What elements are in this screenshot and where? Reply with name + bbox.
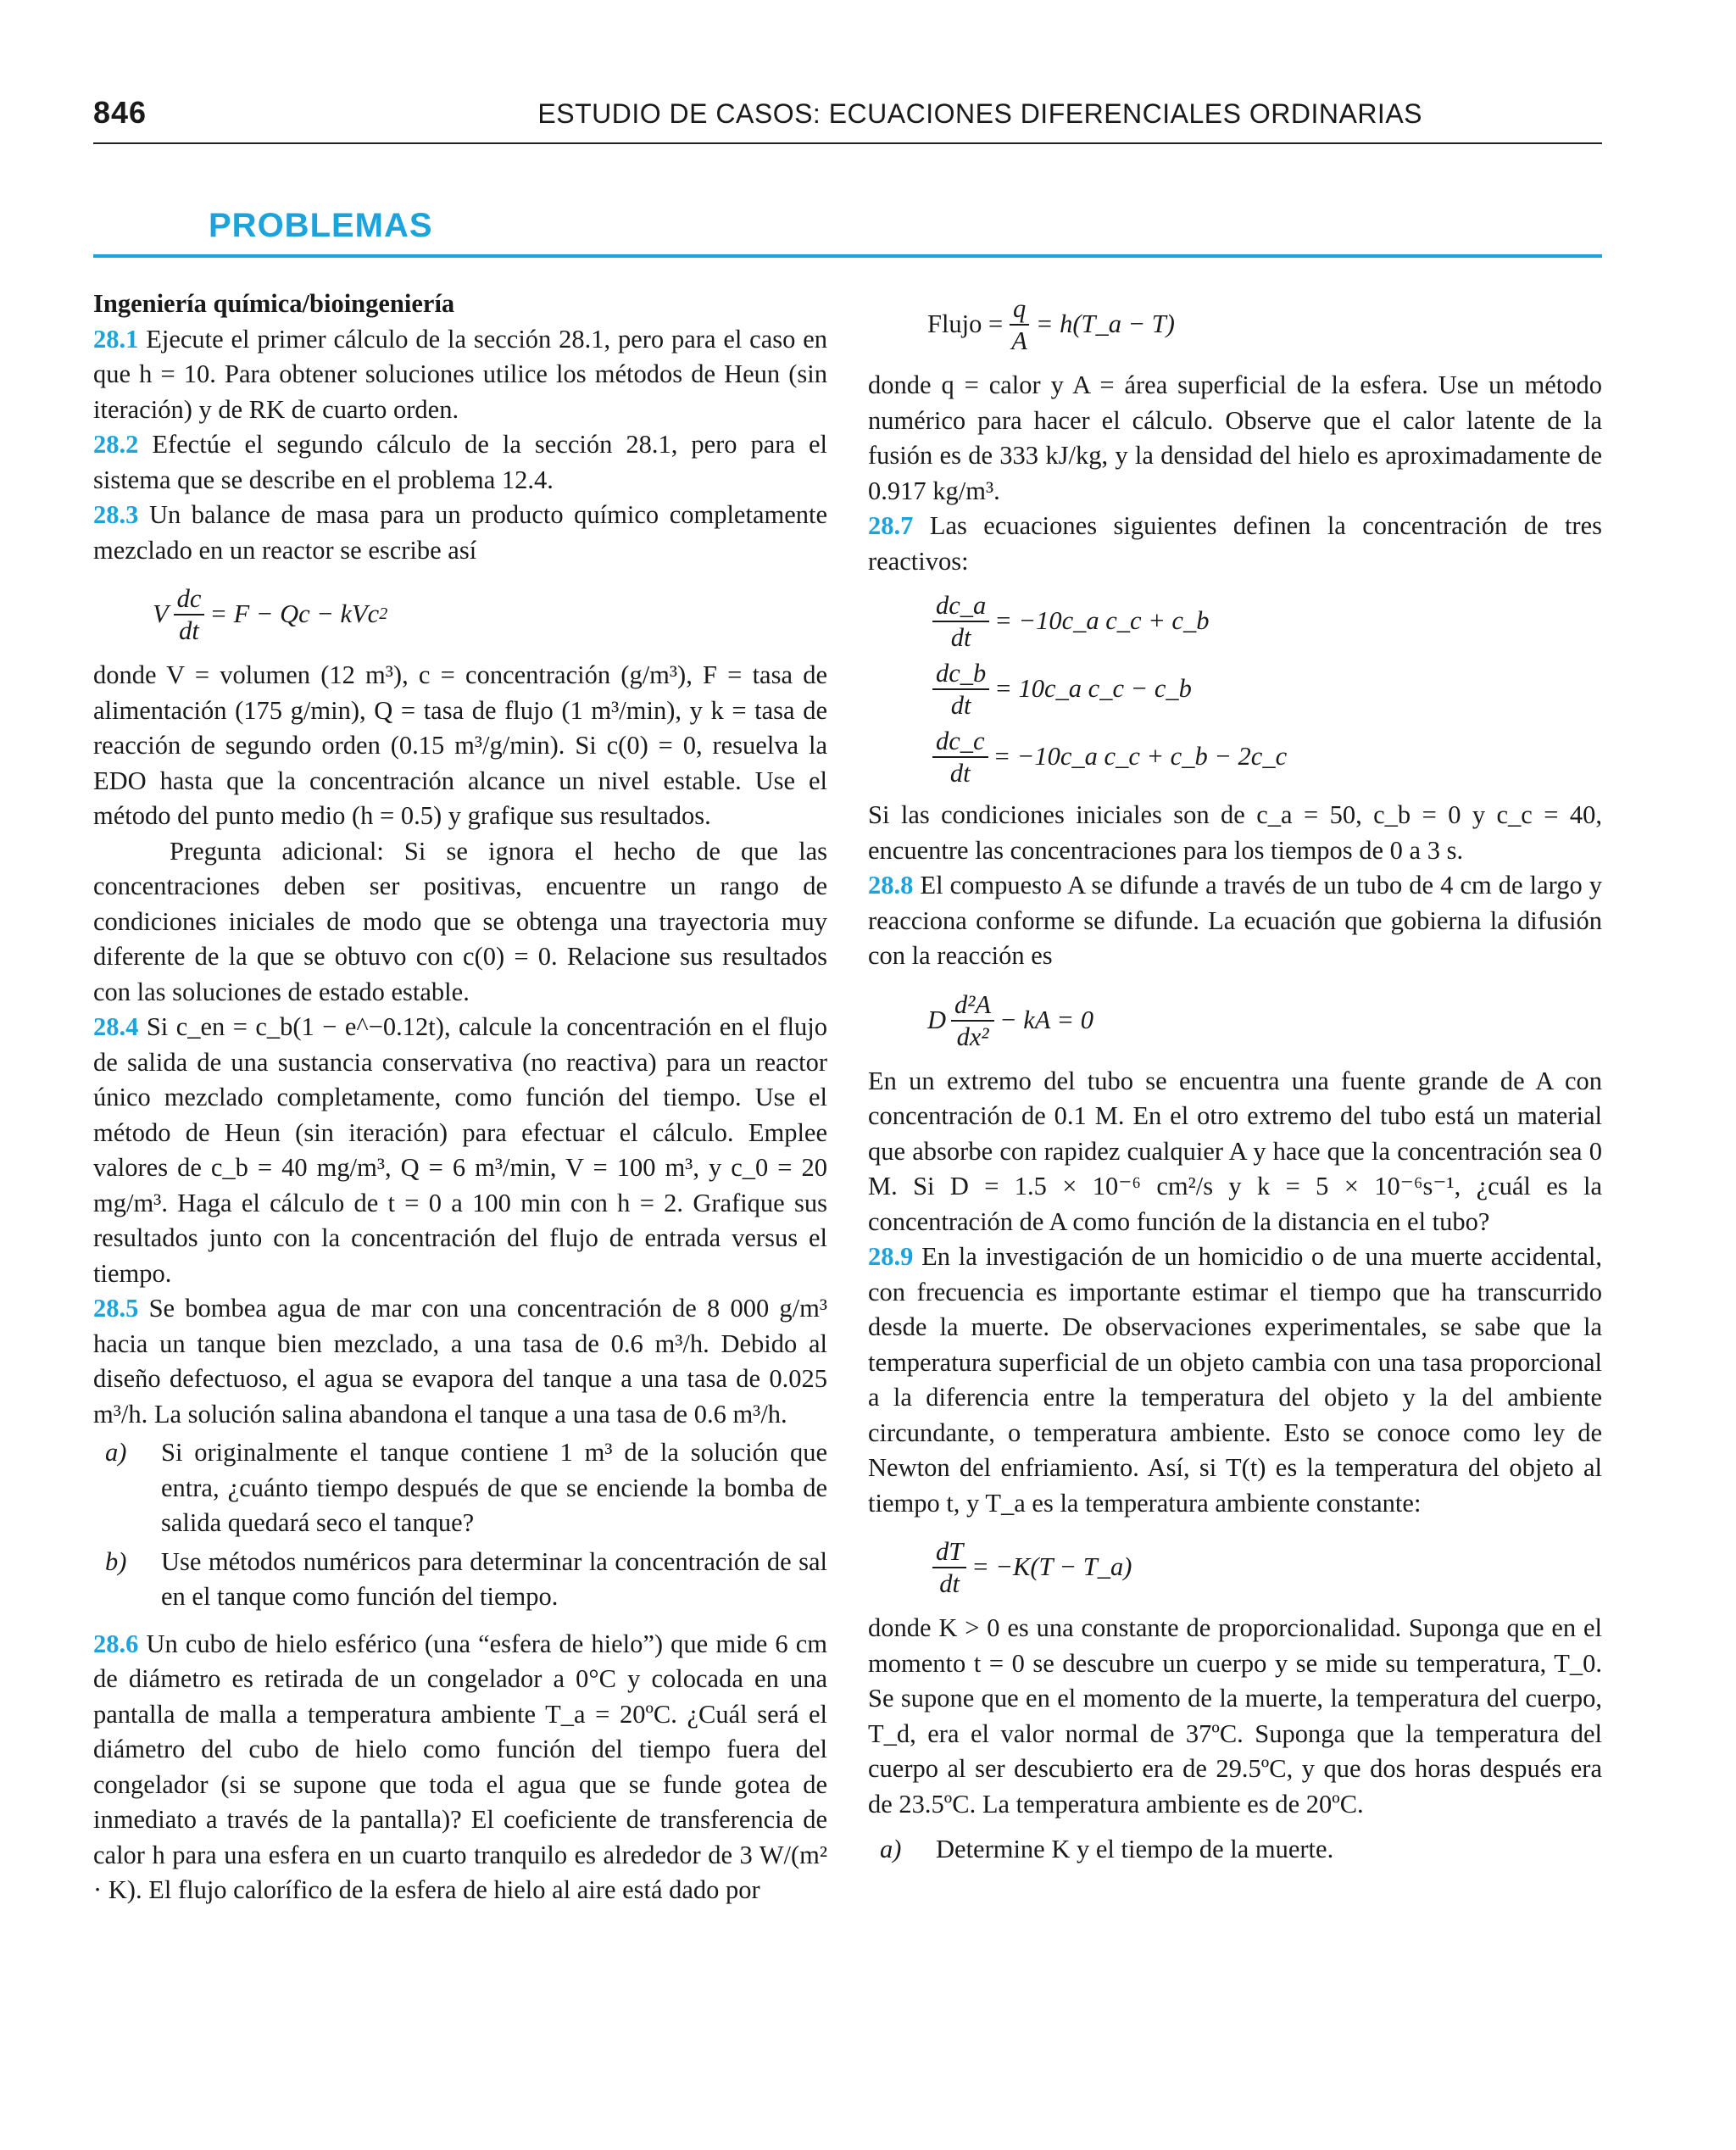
- problem-text: Se bombea agua de mar con una concentración de 8 000 g/m³ hacia un tanque bien mezclado, a una tasa de 0.6 m³/h. Debido al diseño defectuoso, el agua se evapora del tanque a una tasa de 0.025 m³/h. La solución salina abandona el tanque a una tasa de 0.6 m³/h.: [93, 1294, 828, 1429]
- fraction-numerator: d²A: [951, 989, 994, 1022]
- item-label: a): [880, 1835, 902, 1863]
- equation-fraction: [932, 1536, 966, 1599]
- problem-text: Si c_en = c_b(1 − e^−0.12t), calcule la concentración en el flujo de salida de una sustancia conservativa (no reactiva) para un reactor único mezclado completamente, como función del tiempo. Use el método de Heun (sin iteración) para efectuar el cálculo. Emplee valores de c_b = 40 mg/m³, Q = 6 m³/min, V = 100 m³, y c_0 = 20 mg/m³. Haga el cálculo de t = 0 a 100 min con h = 2. Grafique sus resultados junto con la concentración del flujo de entrada versus el tiempo.: [93, 1012, 828, 1288]
- problem-number: 28.6: [93, 1629, 139, 1658]
- left-column: [93, 287, 827, 1908]
- problem-number: 28.5: [93, 1294, 139, 1323]
- section-header: [93, 203, 1602, 258]
- problem-28-9-a: [868, 1832, 1602, 1868]
- equation-fraction: [932, 726, 988, 788]
- spacer: [93, 1615, 827, 1627]
- fraction-denominator: A: [1011, 326, 1027, 355]
- problem-28-4: [93, 1010, 827, 1291]
- equation-term: = −K(T − T_a): [971, 1552, 1132, 1582]
- page-number: 846: [93, 95, 147, 130]
- problem-number: 28.2: [93, 430, 139, 459]
- fraction-denominator: dt: [179, 616, 199, 645]
- equation-fraction: [174, 583, 205, 646]
- equation-fraction: [932, 590, 989, 653]
- problem-number: 28.3: [93, 500, 139, 529]
- fraction-denominator: dt: [939, 1569, 960, 1598]
- equation-term: = h(T_a − T): [1035, 309, 1175, 339]
- problem-28-3: [93, 498, 827, 568]
- equation-term: = −10c_a c_c + c_b: [994, 606, 1210, 636]
- item-text: Use métodos numéricos para determinar la concentración de sal en el tanque como función del tiempo.: [161, 1546, 827, 1611]
- equation-28-7-a: [927, 588, 1602, 655]
- equation-term: = −10c_a c_c + c_b − 2c_c: [993, 742, 1288, 771]
- problem-number: 28.7: [868, 511, 914, 540]
- fraction-denominator: dt: [950, 623, 971, 652]
- problem-28-3-bonus: Pregunta adicional: Si se ignora el hecho de que las concentraciones deben ser positivas, encuentre un rango de condiciones iniciales de modo que se obtenga una trayectoria muy diferente de la que se obtuvo con c(0) = 0. Relacione sus resultados con las soluciones de estado estable.: [93, 836, 827, 1006]
- fraction-numerator: dc_c: [932, 726, 988, 758]
- problem-text: Las ecuaciones siguientes definen la concentración de tres reactivos:: [868, 511, 1602, 576]
- fraction-numerator: q: [1010, 293, 1029, 326]
- problem-28-5-b: [93, 1545, 827, 1615]
- problem-text: Un cubo de hielo esférico (una “esfera de hielo”) que mide 6 cm de diámetro es retirada de un congelador a 0°C y colocada en una pantalla de malla a temperatura ambiente T_a = 20ºC. ¿Cuál será el diámetro del cubo de hielo como función del tiempo fuera del congelador (si se supone que toda el agua que se funde gotea de inmediato a través de la pantalla)? El coeficiente de transferencia de calor h para una esfera en un cuarto tranquilo es alrededor de 3 W/(m² · K). El flujo calorífico de la esfera de hielo al aire está dado por: [93, 1629, 828, 1904]
- equation-term: = 10c_a c_c − c_b: [994, 674, 1192, 704]
- problem-28-9-text: donde K > 0 es una constante de proporcionalidad. Suponga que en el momento t = 0 se descubre un cuerpo y se mide su temperatura, T_0. Se supone que en el momento de la muerte, la temperatura del cuerpo, T_d, era el valor normal de 37ºC. Suponga que la temperatura del cuerpo al ser descubierto era de 29.5ºC, y que dos horas después era de 23.5ºC. La temperatura ambiente es de 20ºC.: [868, 1613, 1602, 1819]
- equation-28-8: [927, 983, 1602, 1059]
- problem-28-1: [93, 322, 827, 428]
- problem-28-6-text: donde q = calor y A = área superficial de la esfera. Use un método numérico para hacer el cálculo. Observe que el calor latente de la fusión es de 333 kJ/kg, y la densidad del hielo es aproximadamente de 0.917 kg/m³.: [868, 370, 1602, 505]
- fraction-denominator: dt: [950, 691, 971, 720]
- problem-text: Un balance de masa para un producto químico completamente mezclado en un reactor se escribe así: [93, 500, 828, 565]
- problem-28-6: [93, 1627, 827, 1908]
- equation-term: V: [153, 599, 169, 629]
- equation-fraction: [932, 658, 989, 721]
- problem-number: 28.8: [868, 871, 914, 900]
- problem-text: Efectúe el segundo cálculo de la sección 28.1, pero para el sistema que se describe en el problema 12.4.: [93, 430, 827, 494]
- page-header: [93, 95, 1602, 144]
- problem-28-9: [868, 1239, 1602, 1521]
- item-label: a): [105, 1438, 127, 1467]
- equation-term: = F − Qc − kVc: [209, 599, 380, 629]
- equation-28-7-b: [927, 655, 1602, 723]
- equation-fraction: [951, 989, 994, 1052]
- equation-term: Flujo =: [927, 309, 1004, 339]
- equation-term: D: [927, 1005, 947, 1034]
- problem-28-5: [93, 1291, 827, 1432]
- problem-28-3-text: donde V = volumen (12 m³), c = concentración (g/m³), F = tasa de alimentación (175 g/min), Q = tasa de flujo (1 m³/min), y k = tasa de reacción de segundo orden (0.15 m³/g/min). Si c(0) = 0, resuelva la EDO hasta que la concentración alcance un nivel estable. Use el método del punto medio (h = 0.5) y grafique sus resultados.: [93, 660, 827, 830]
- equation-28-6: [927, 287, 1602, 363]
- problem-text: En la investigación de un homicidio o de una muerte accidental, con frecuencia es importante estimar el tiempo que ha transcurrido desde la muerte. De observaciones experimentales, se sabe que la temperatura superficial de un objeto cambia con una tasa proporcional a la diferencia entre la temperatura del objeto y la del ambiente circundante, o temperatura ambiente. Esto se conoce como ley de Newton del enfriamiento. Así, si T(t) es la temperatura del objeto al tiempo t, y T_a es la temperatura ambiente constante:: [868, 1242, 1603, 1518]
- fraction-numerator: dc_b: [932, 658, 989, 690]
- equation-28-9: [927, 1529, 1602, 1606]
- subsection-heading: Ingeniería química/bioingeniería: [93, 289, 455, 318]
- problem-28-7: [868, 509, 1602, 579]
- fraction-denominator: dt: [949, 759, 971, 788]
- item-text: Si originalmente el tanque contiene 1 m³ de la solución que entra, ¿cuánto tiempo después de que se enciende la bomba de salida quedará seco el tanque?: [161, 1438, 827, 1537]
- fraction-denominator: dx²: [956, 1022, 989, 1051]
- problem-28-8-text: En un extremo del tubo se encuentra una fuente grande de A con concentración de 0.1 M. En el otro extremo del tubo está un material que absorbe con rapidez cualquier A y hace que la concentración sea 0 M. Si D = 1.5 × 10⁻⁶ cm²/s y k = 5 × 10⁻⁶s⁻¹, ¿cuál es la concentración de A como función de la distancia en el tubo?: [868, 1066, 1602, 1236]
- problem-text: El compuesto A se difunde a través de un tubo de 4 cm de largo y reacciona conforme se difunde. La ecuación que gobierna la difusión con la reacción es: [868, 871, 1603, 970]
- fraction-numerator: dc_a: [932, 590, 989, 622]
- problem-28-5-a: [93, 1435, 827, 1541]
- section-title: PROBLEMAS: [209, 207, 433, 244]
- problem-number: 28.1: [93, 324, 139, 354]
- problem-number: 28.4: [93, 1012, 139, 1041]
- problem-text: Ejecute el primer cálculo de la sección 28.1, pero para el caso en que h = 10. Para obtener soluciones utilice los métodos de Heun (sin iteración) y de RK de cuarto orden.: [93, 324, 828, 424]
- right-column: [868, 287, 1602, 1868]
- item-label: b): [105, 1546, 127, 1576]
- item-text: Determine K y el tiempo de la muerte.: [936, 1835, 1334, 1863]
- equation-28-3: [153, 576, 827, 653]
- equation-fraction: [1008, 293, 1031, 356]
- equation-term: − kA = 0: [999, 1005, 1093, 1034]
- equation-exponent: 2: [379, 604, 388, 624]
- problem-28-2: [93, 427, 827, 498]
- problem-28-7-text: Si las condiciones iniciales son de c_a = 50, c_b = 0 y c_c = 40, encuentre las concentraciones para los tiempos de 0 a 3 s.: [868, 800, 1602, 865]
- running-title: ESTUDIO DE CASOS: ECUACIONES DIFERENCIALES ORDINARIAS: [537, 98, 1422, 129]
- problem-28-8: [868, 868, 1602, 974]
- equation-28-7-c: [927, 723, 1602, 791]
- fraction-numerator: dT: [932, 1536, 966, 1568]
- problem-number: 28.9: [868, 1242, 914, 1271]
- fraction-numerator: dc: [174, 583, 205, 615]
